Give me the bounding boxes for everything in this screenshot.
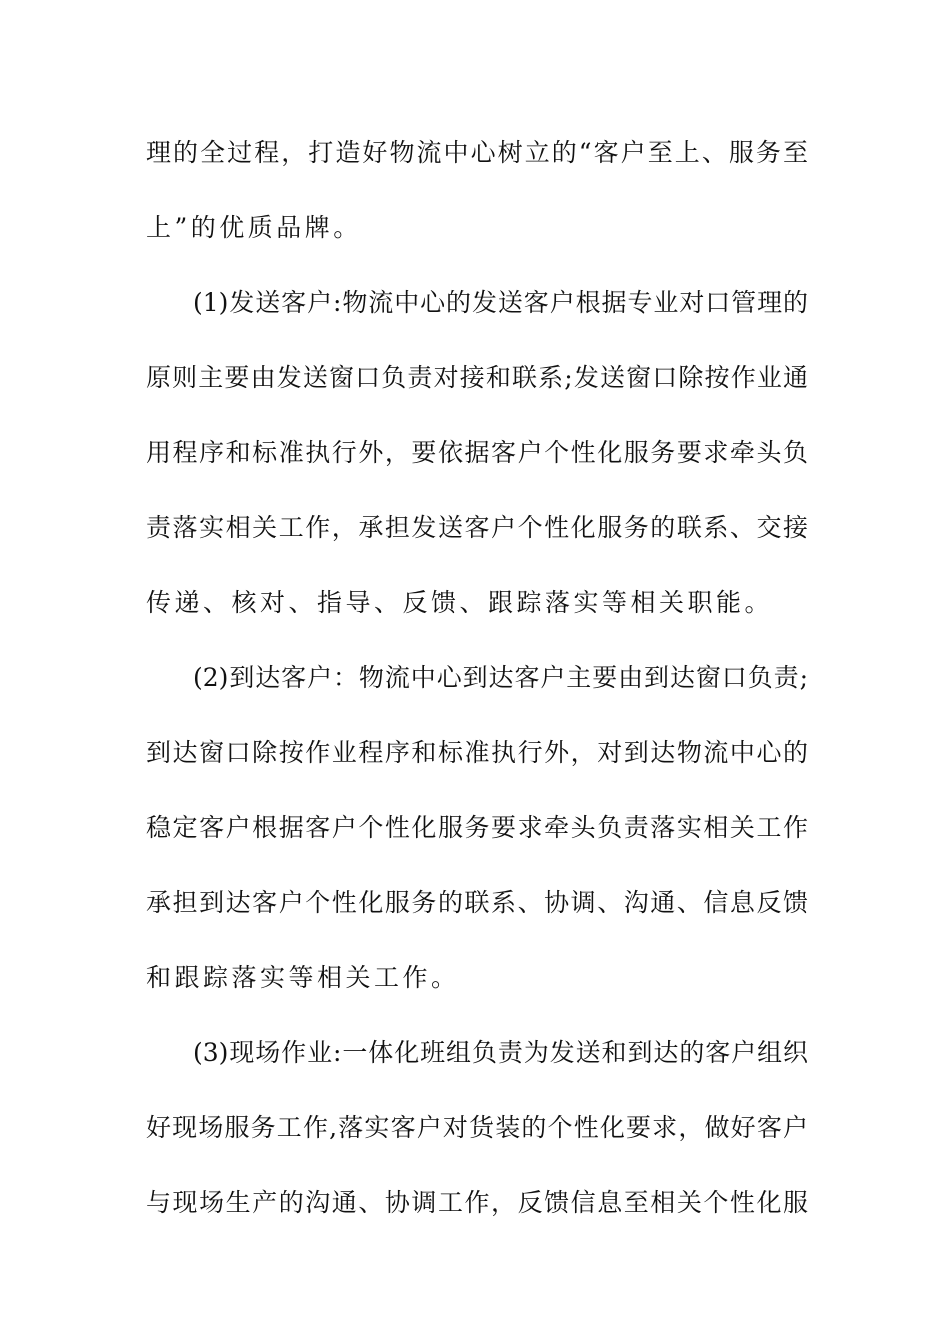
text-line-4: 原则主要由发送窗口负责对接和联系;发送窗口除按作业通 bbox=[146, 363, 808, 392]
text-line-1: 理的全过程，打造好物流中心树立的“客户至上、服务至 bbox=[146, 138, 808, 167]
text-line-12: 和跟踪落实等相关工作。 bbox=[146, 963, 460, 992]
text-line-11: 承担到达客户个性化服务的联系、协调、沟通、信息反馈 bbox=[146, 888, 808, 917]
text-line-7: 传递、核对、指导、反馈、跟踪落实等相关职能。 bbox=[146, 588, 774, 617]
text-line-14: 好现场服务工作,落实客户对货装的个性化要求，做好客户 bbox=[146, 1113, 808, 1142]
paragraph-1-first-line: (1)发送客户:物流中心的发送客户根据专业对口管理的 bbox=[193, 288, 808, 317]
paragraph-3-first-line: (3)现场作业:一体化班组负责为发送和到达的客户组织 bbox=[193, 1038, 808, 1067]
text-line-6: 责落实相关工作，承担发送客户个性化服务的联系、交接 bbox=[146, 513, 808, 542]
text-line-2: 上”的优质品牌。 bbox=[146, 213, 362, 242]
text-line-10: 稳定客户根据客户个性化服务要求牵头负责落实相关工作 bbox=[146, 813, 808, 842]
text-line-5: 用程序和标准执行外，要依据客户个性化服务要求牵头负 bbox=[146, 438, 808, 467]
text-line-9: 到达窗口除按作业程序和标准执行外，对到达物流中心的 bbox=[146, 738, 808, 767]
text-line-15: 与现场生产的沟通、协调工作，反馈信息至相关个性化服 bbox=[146, 1188, 808, 1217]
paragraph-2-first-line: (2)到达客户：物流中心到达客户主要由到达窗口负责; bbox=[193, 663, 808, 692]
